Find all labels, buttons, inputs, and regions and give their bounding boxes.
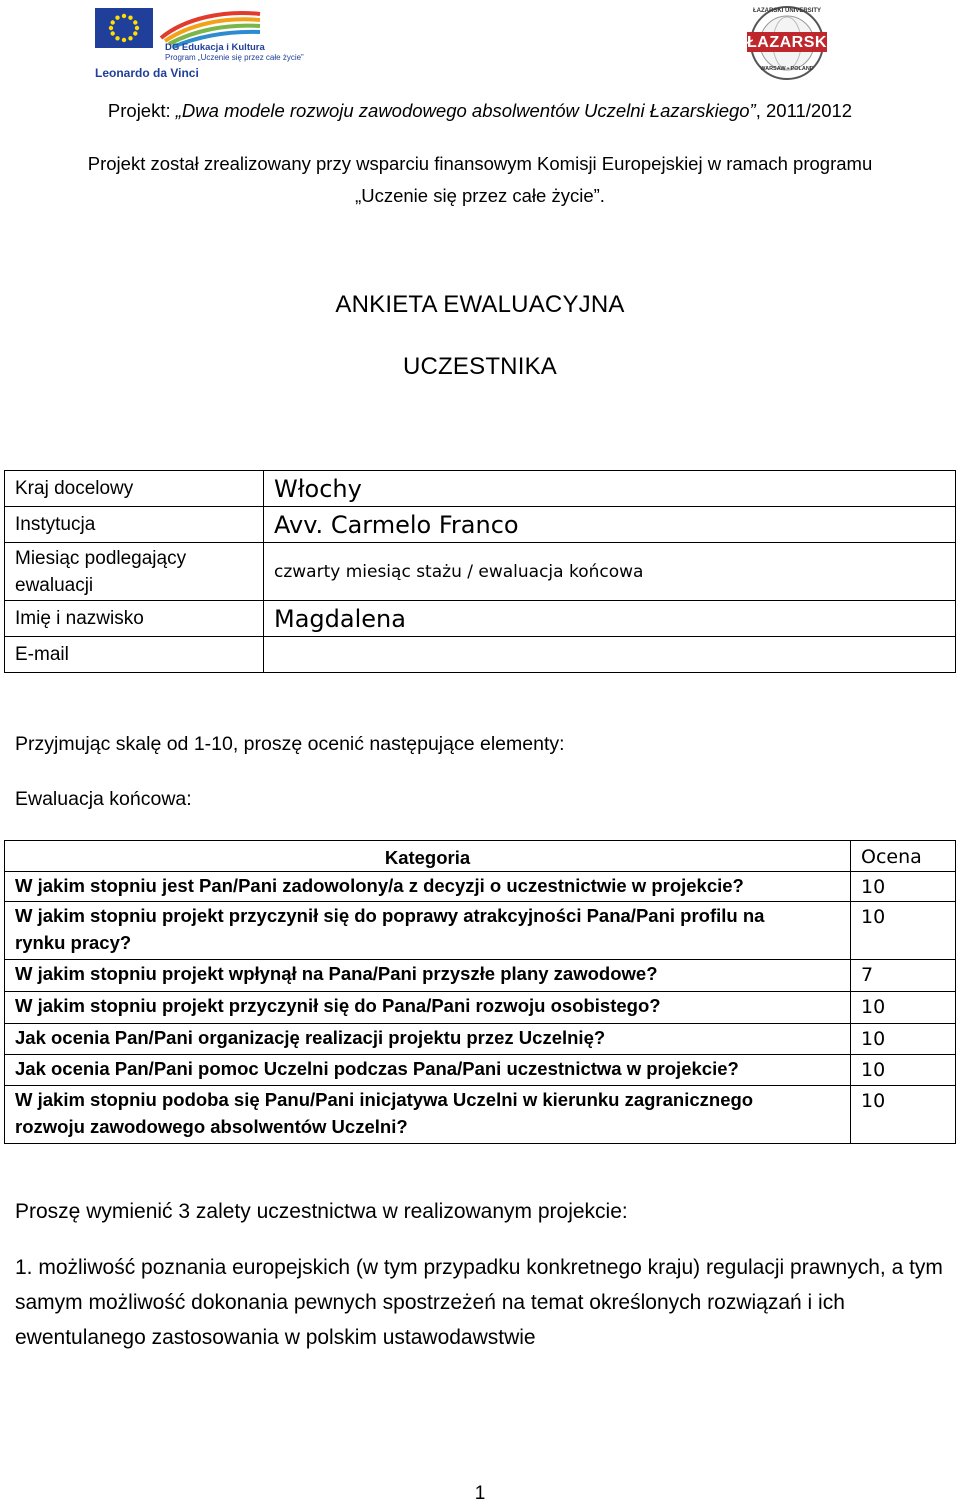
support-line-1: Projekt został zrealizowany przy wsparciu finansowym Komisji Europejskiej w ramach programu — [87, 153, 873, 174]
country-value: Włochy — [264, 471, 956, 507]
project-year: , 2011/2012 — [755, 100, 853, 121]
rating-score: 10 — [851, 1055, 956, 1086]
info-row-name — [5, 601, 956, 637]
rating-row — [5, 992, 956, 1024]
rating-header-row — [5, 841, 956, 872]
section-heading: Ewaluacja końcowa: — [15, 788, 192, 810]
info-row-country — [5, 471, 956, 507]
rating-score: 10 — [851, 1024, 956, 1055]
email-label: E-mail — [5, 637, 264, 673]
rating-score: 10 — [851, 1086, 956, 1144]
month-label: Miesiąc podlegający ewaluacji — [5, 543, 264, 601]
rating-row — [5, 960, 956, 992]
survey-title: ANKIETA EWALUACYJNA — [335, 291, 625, 318]
rating-table — [4, 840, 956, 1144]
email-value — [264, 637, 956, 673]
rating-question: W jakim stopniu projekt przyczynił się do poprawy atrakcyjności Pana/Pani profilu na rynku pracy? — [5, 902, 851, 960]
country-label: Kraj docelowy — [5, 471, 264, 507]
rating-question: W jakim stopniu podoba się Panu/Pani inicjatywa Uczelni w kierunku zagranicznego rozwoju zawodowego absolwentów Uczelni? — [5, 1086, 851, 1144]
page-number: 1 — [474, 1483, 486, 1504]
name-label: Imię i nazwisko — [5, 601, 264, 637]
project-title: „Dwa modele rozwoju zawodowego absolwentów Uczelni Łazarskiego” — [175, 100, 756, 121]
rating-row — [5, 1024, 956, 1055]
institution-label: Instytucja — [5, 507, 264, 543]
advantage-item-1: 1. możliwość poznania europejskich (w tym przypadku konkretnego kraju) regulacji prawnych, a tym samym możliwość dokonania pewnych spostrzeżeń na temat określonych rozwiązań i ich ewentulanego zastosowania w polskim ustawodawstwie — [15, 1256, 943, 1349]
eu-logo-line2: Program „Uczenie się przez całe życie” — [165, 53, 304, 62]
support-line-2: „Uczenie się przez całe życie”. — [355, 185, 605, 206]
rating-question: W jakim stopniu projekt przyczynił się do Pana/Pani rozwoju osobistego? — [5, 992, 851, 1024]
institution-value: Avv. Carmelo Franco — [264, 507, 956, 543]
score-header: Ocena — [851, 841, 956, 872]
rating-score: 10 — [851, 872, 956, 902]
lazarski-ring-bottom: WARSAW • POLAND — [760, 66, 814, 72]
survey-subtitle: UCZESTNIKA — [402, 353, 557, 380]
project-prefix: Projekt: — [107, 100, 176, 121]
info-row-month — [5, 543, 956, 601]
rating-row — [5, 1086, 956, 1144]
rating-question: Jak ocenia Pan/Pani organizację realizacji projektu przez Uczelnię? — [5, 1024, 851, 1055]
eu-leonardo-logo — [95, 8, 304, 82]
project-line — [0, 100, 960, 122]
rating-question: Jak ocenia Pan/Pani pomoc Uczelni podczas Pana/Pani uczestnictwa w projekcie? — [5, 1055, 851, 1086]
rating-row — [5, 902, 956, 960]
rating-score: 7 — [851, 960, 956, 992]
participant-info-table — [4, 470, 956, 673]
rating-score: 10 — [851, 902, 956, 960]
lazarski-name: ŁAZARSKI — [747, 34, 832, 51]
rating-question: W jakim stopniu jest Pan/Pani zadowolony/a z decyzji o uczestnictwie w projekcie? — [5, 872, 851, 902]
info-row-institution — [5, 507, 956, 543]
advantages-prompt: Proszę wymienić 3 zalety uczestnictwa w realizowanym projekcie: — [15, 1200, 628, 1223]
name-value: Magdalena — [264, 601, 956, 637]
lazarski-logo — [741, 4, 833, 82]
rating-question: W jakim stopniu projekt wpłynął na Pana/Pani przyszłe plany zawodowe? — [5, 960, 851, 992]
rating-score: 10 — [851, 992, 956, 1024]
eu-logo-line1: DG Edukacja i Kultura — [165, 42, 265, 53]
rating-row — [5, 1055, 956, 1086]
month-value: czwarty miesiąc stażu / ewaluacja końcowa — [264, 543, 956, 601]
scale-instruction: Przyjmując skalę od 1-10, proszę ocenić następujące elementy: — [15, 733, 565, 755]
eu-logo-line3: Leonardo da Vinci — [95, 66, 199, 80]
lazarski-ring-top: ŁAZARSKI UNIVERSITY — [752, 8, 821, 14]
rating-row — [5, 872, 956, 902]
category-header: Kategoria — [5, 841, 851, 872]
info-row-email — [5, 637, 956, 673]
